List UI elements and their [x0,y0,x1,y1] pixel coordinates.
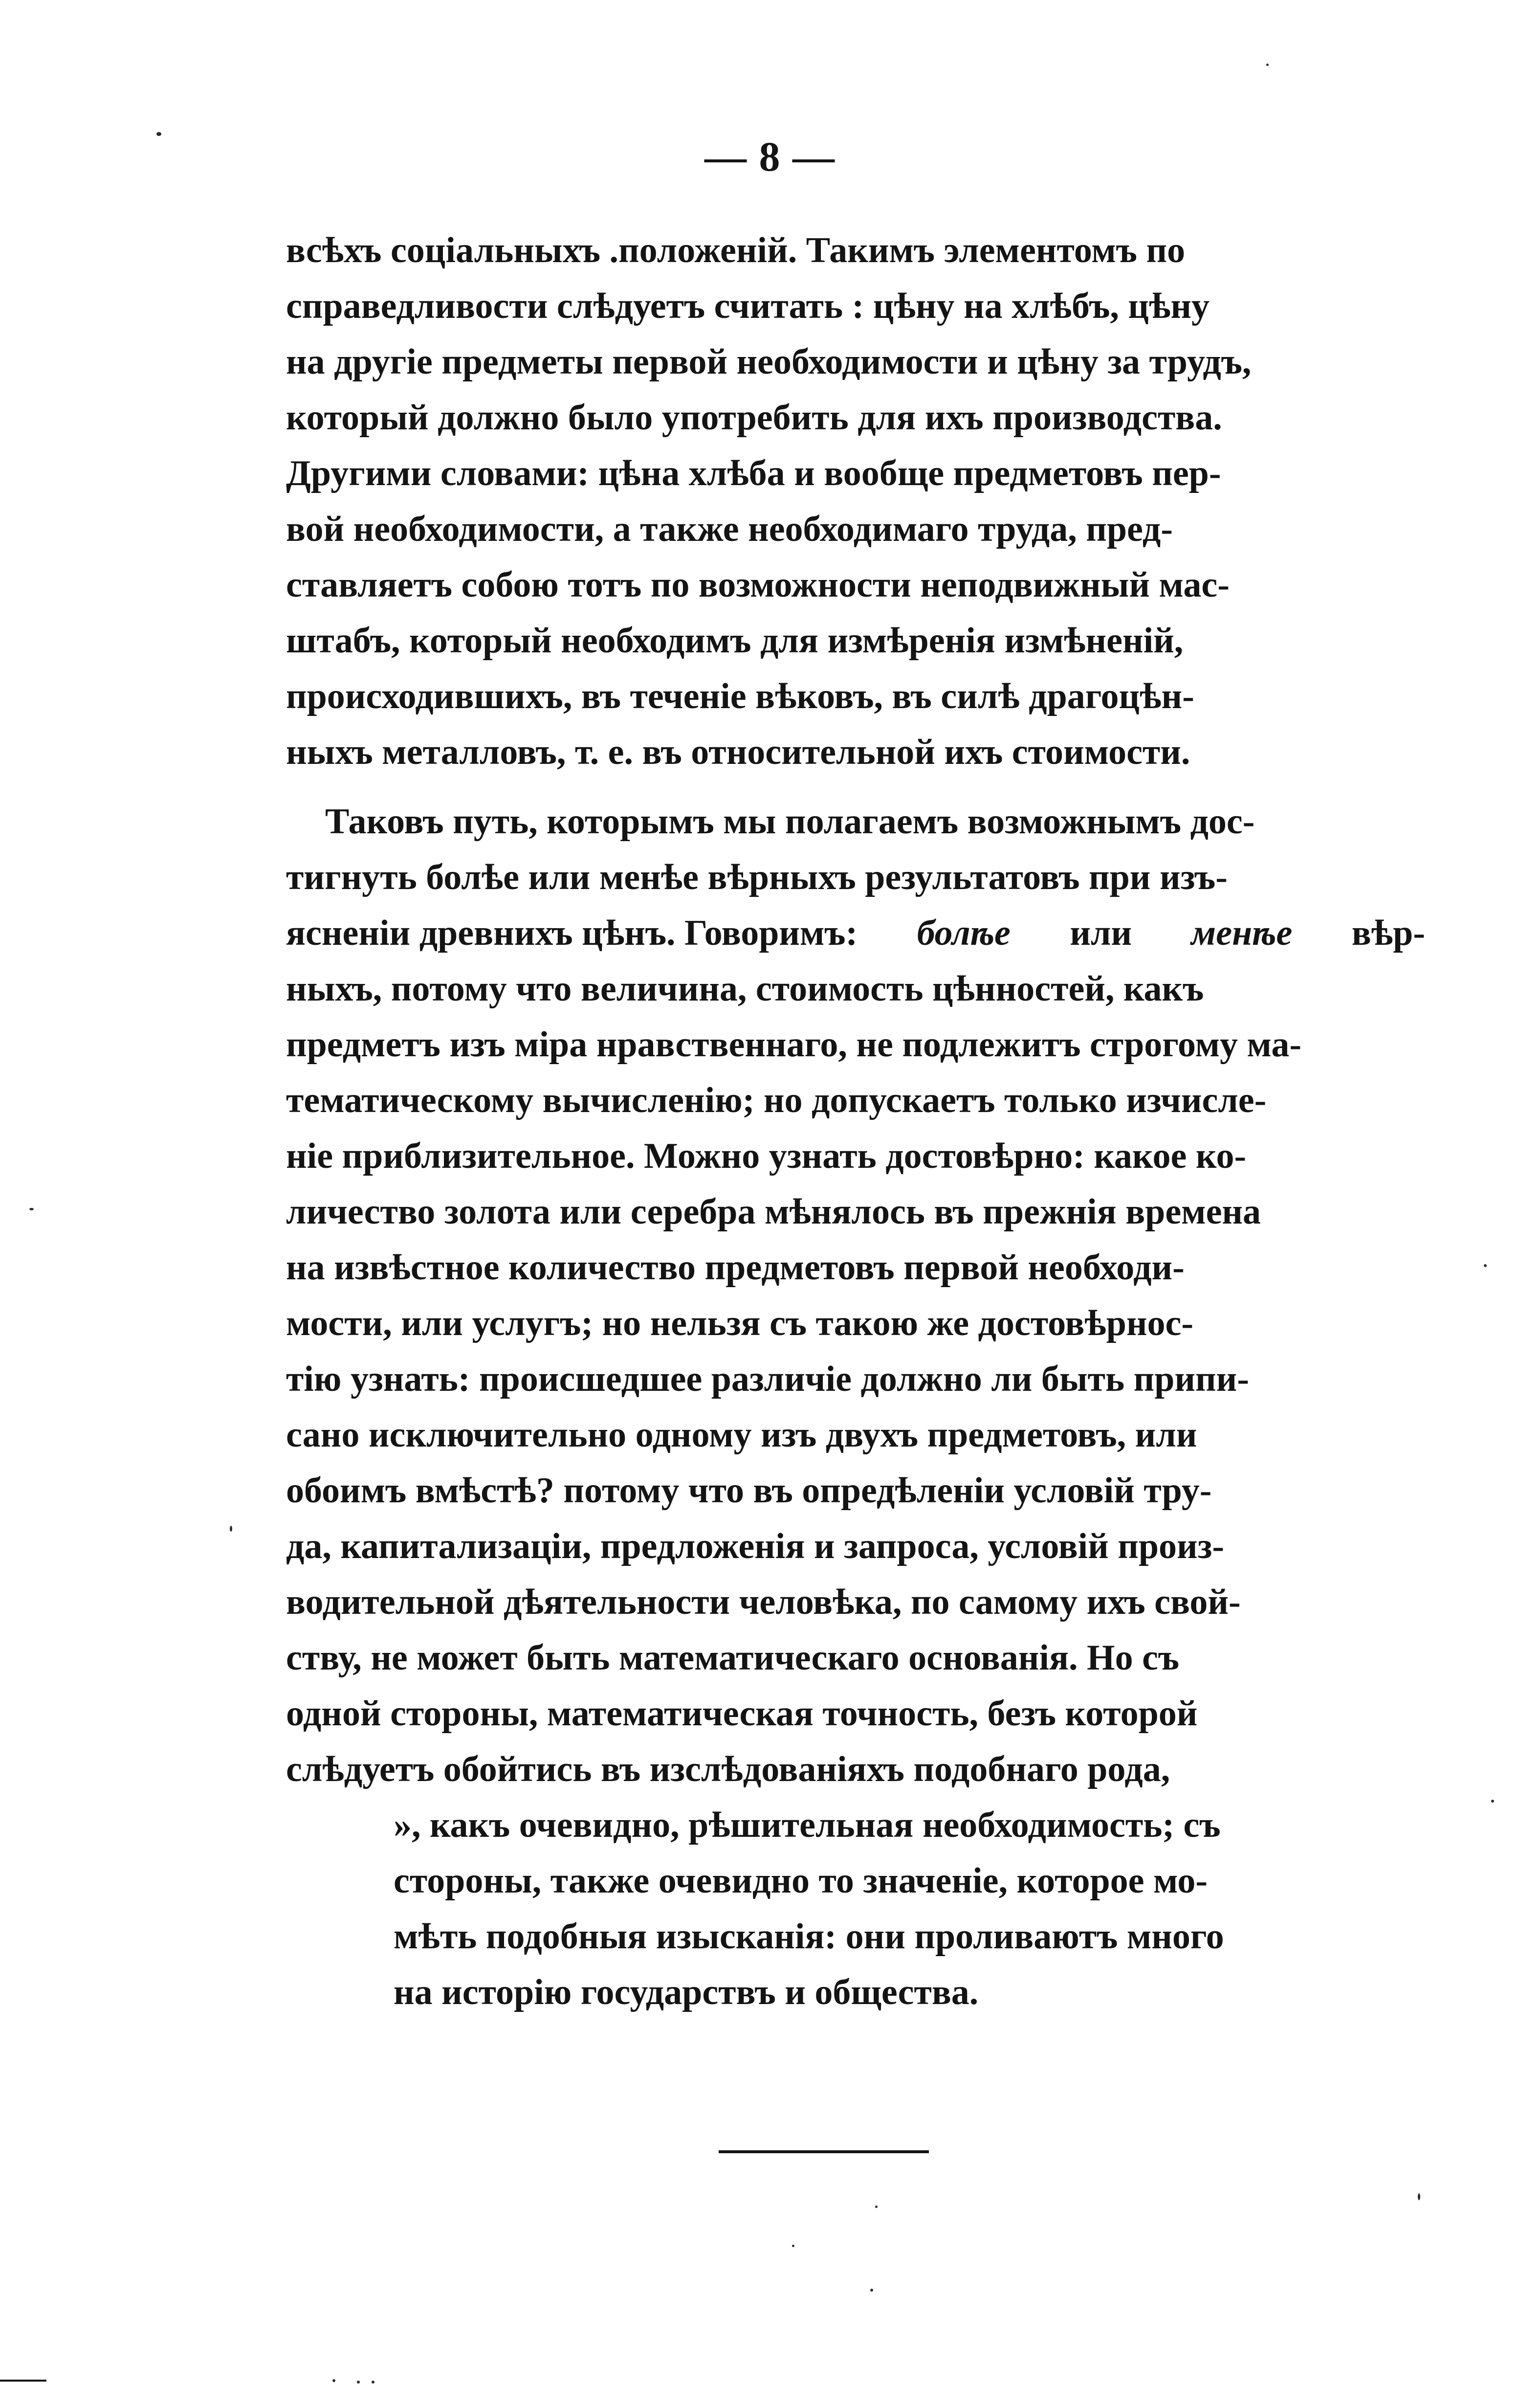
scan-speck [1491,1800,1494,1803]
text-line: предметъ изъ міра нравственнаго, не подлежитъ строгому ма- [286,1025,1302,1065]
text-span: или [1070,913,1132,953]
text-line: мости, или услугъ; но нельзя съ такою же достовѣрнос- [286,1303,1193,1343]
text-line [286,913,1425,954]
text-line: который должно было употребить для ихъ производства. [286,398,1222,438]
scan-speck [875,2206,878,2208]
text-line: вой необходимости, а также необходимаго труда, пред- [286,509,1173,549]
text-line: слѣдуетъ обойтись въ изслѣдованіяхъ подобнаго рода, [286,1749,1170,1789]
text-span: вѣр- [1351,913,1425,953]
text-line: справедливости слѣдуетъ считать : цѣну на хлѣбъ, цѣну [286,286,1210,326]
text-line: одной стороны, математическая точность, безъ которой [286,1694,1198,1734]
text-line: тематическому вычисленію; но допускаетъ только изчисле- [286,1080,1267,1120]
text-span: ясненіи древнихъ цѣнъ. Говоримъ: [286,913,858,953]
scan-speck [1266,64,1269,66]
text-line: на другіе предметы первой необходимости и цѣну за трудъ, [286,342,1252,382]
scan-speck [357,2381,360,2384]
text-line: », какъ очевидно, рѣшительная необходимость; съ [394,1805,1221,1845]
text-line: Таковъ путь, которымъ мы полагаемъ возможнымъ дос- [325,802,1255,842]
text-line: водительной дѣятельности человѣка, по самому ихъ свой- [286,1582,1241,1622]
emphasis-text: менѣе [1191,913,1293,953]
scan-speck [332,2379,335,2382]
text-line: на исторію государствъ и общества. [394,1972,979,2012]
text-line: происходившихъ, въ теченіе вѣковъ, въ силѣ драгоцѣн- [286,676,1194,716]
page-number: — 8 — [704,133,836,180]
text-line: Другими словами: цѣна хлѣба и вообще предметовъ пер- [286,453,1221,493]
text-line: тію узнать: происшедшее различіе должно ли быть припи- [286,1359,1249,1399]
text-line: стороны, также очевидно то значеніе, которое мо- [394,1861,1208,1901]
scan-edge-mark [0,2380,46,2382]
text-line: ніе приблизительное. Можно узнать достовѣрно: какое ко- [286,1136,1247,1176]
text-line: ныхъ, потому что величина, стоимость цѣнностей, какъ [286,969,1204,1009]
text-line: штабъ, который необходимъ для измѣренія измѣненій, [286,621,1184,661]
scan-speck [230,1526,232,1532]
scan-speck [870,2289,873,2292]
text-line: да, капитализаціи, предложенія и запроса, условій произ- [286,1526,1225,1566]
text-line: ставляетъ собою тотъ по возможности неподвижный мас- [286,565,1230,605]
emphasis-text: болѣе [917,913,1011,953]
scan-speck [29,1208,34,1210]
section-divider [719,2150,929,2153]
text-line: всѣхъ соціальныхъ .положеній. Такимъ элементомъ по [286,230,1186,270]
text-line: мѣть подобныя изысканія: они проливаютъ много [394,1917,1224,1957]
scan-speck [1418,2193,1420,2200]
text-line: обоимъ вмѣстѣ? потому что въ опредѣленіи условій тру- [286,1471,1212,1511]
text-line: сано исключительно одному изъ двухъ предметовъ, или [286,1415,1197,1455]
text-line: ству, не может быть математическаго основанія. Но съ [286,1638,1180,1678]
text-line: ныхъ металловъ, т. е. въ относительной ихъ стоимости. [286,732,1190,772]
scan-speck [792,2245,794,2247]
scan-speck [156,132,161,136]
text-line: личество золота или серебра мѣнялось въ прежнія времена [286,1192,1261,1232]
scan-speck [1484,1264,1487,1267]
scan-speck [372,2381,374,2384]
text-line: на извѣстное количество предметовъ первой необходи- [286,1248,1185,1288]
text-line: тигнуть болѣе или менѣе вѣрныхъ результатовъ при изъ- [286,857,1228,897]
